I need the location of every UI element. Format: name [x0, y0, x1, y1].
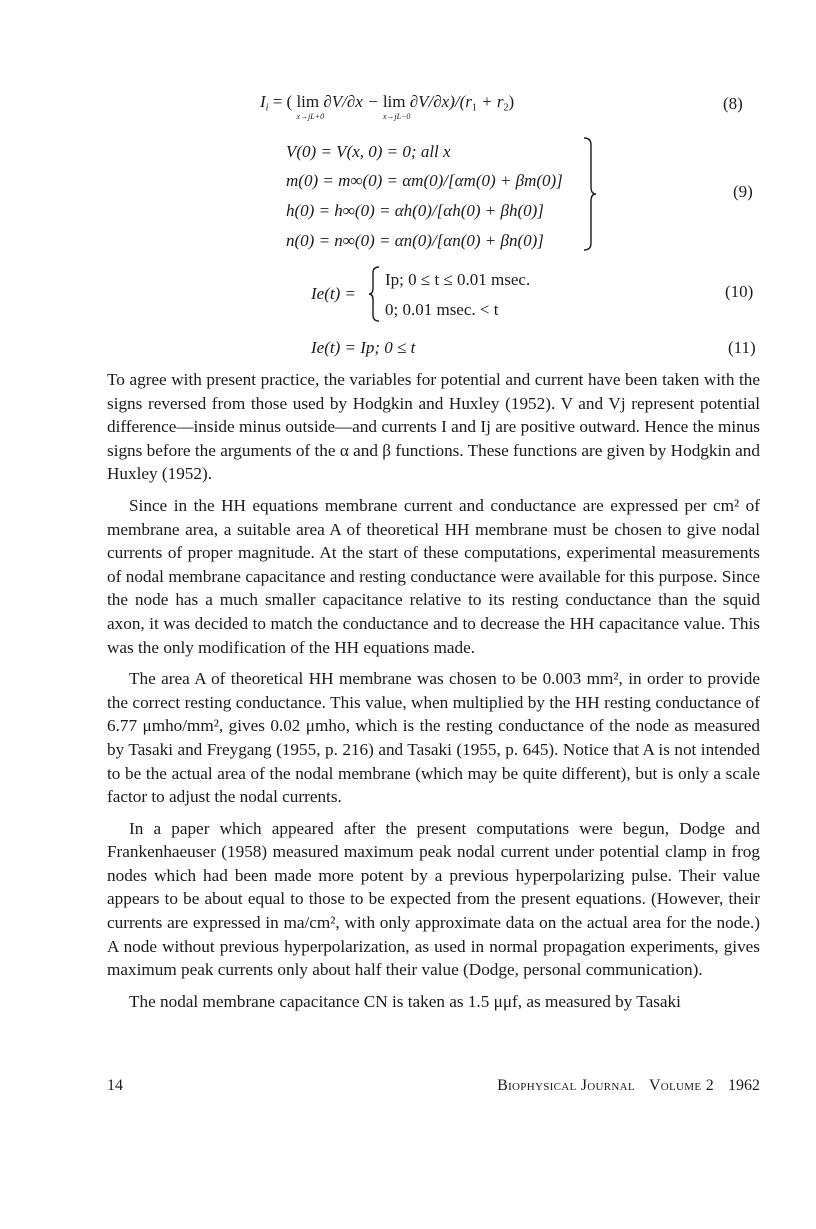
equation-9-line-2: m(0) = m∞(0) = αm(0)/[αm(0) + βm(0)]	[286, 171, 563, 190]
eq8-open: = (	[272, 92, 293, 111]
equation-10-case-2: 0; 0.01 msec. < t	[385, 300, 499, 319]
equation-10-case-1: Ip; 0 ≤ t ≤ 0.01 msec.	[385, 270, 531, 289]
limit-subscript: x→jL−0	[382, 112, 411, 121]
equation-9-line-4: n(0) = n∞(0) = αn(0)/[αn(0) + βn(0)]	[286, 231, 544, 250]
running-footer	[497, 1077, 760, 1095]
eq8-plus: + r	[476, 92, 504, 111]
equation-8	[260, 92, 515, 121]
journal-year: 1962	[728, 1077, 760, 1094]
paragraph: The area A of theoretical HH membrane was chosen to be 0.003 mm², in order to provide the correct resting conductance. This value, when multiplied by the HH resting conductance of 6.77 μmho/mm², gives 0.02 μmho, which is the resting conductance of the node as measured by Tasaki and Freygang (1955, p. 216) and Tasaki (1955, p. 645). Notice that A is not intended to be the actual area of the nodal membrane (which may be quite different), but is only a scale factor to adjust the nodal currents.	[107, 669, 760, 807]
equation-11: Ie(t) = Ip; 0 ≤ t	[311, 338, 416, 357]
limit-word: lim	[382, 92, 406, 111]
eq8-lhs-subscript: i	[265, 102, 269, 114]
eq8-close: )	[508, 92, 515, 111]
equation-9-number: (9)	[733, 182, 753, 201]
limit-subscript: x→jL+0	[296, 112, 325, 121]
eq8-limit-2	[382, 92, 411, 121]
equation-11-number: (11)	[728, 338, 756, 357]
journal-name: Biophysical Journal	[497, 1077, 635, 1094]
paragraph: To agree with present practice, the variables for potential and current have been taken with the signs reversed from those used by Hodgkin and Huxley (1952). V and Vj represent potential difference—inside minus outside—and currents I and Ij are positive outward. Hence the minus signs before the arguments of the α and β functions. These functions are given by Hodgkin and Huxley (1952).	[107, 370, 760, 484]
right-brace-icon	[583, 137, 597, 251]
page-number: 14	[107, 1077, 123, 1094]
eq8-lhs: I	[260, 92, 266, 111]
paragraph: In a paper which appeared after the present computations were begun, Dodge and Frankenhaeuser (1958) measured maximum peak nodal current under potential clamp in frog nodes which had been made more potent by a previous hyperpolarizing pulse. Their value appears to be about equal to those to be expected from the present equations. (However, their currents are expressed in ma/cm², with only approximate data on the actual area for the node.) A node without previous hyperpolarization, as used in normal propagation experiments, gives maximum peak currents only about half their value (Dodge, personal communication).	[107, 818, 760, 980]
equation-10-lhs: Ie(t) =	[311, 284, 356, 303]
equation-8-number: (8)	[723, 94, 743, 113]
paragraph: The nodal membrane capacitance CN is taken as 1.5 μμf, as measured by Tasaki	[129, 991, 681, 1011]
eq8-expr-2: ∂V/∂x)/(r	[409, 92, 472, 111]
left-brace-icon	[368, 266, 380, 322]
equation-9-line-3: h(0) = h∞(0) = αh(0)/[αh(0) + βh(0)]	[286, 201, 544, 220]
limit-word: lim	[296, 92, 320, 111]
eq8-r2-subscript: 2	[503, 102, 509, 114]
paragraph: Since in the HH equations membrane current and conductance are expressed per cm² of membrane area, a suitable area A of theoretical HH membrane must be chosen to give nodal currents of proper magnitude. At the start of these computations, experimental measurements of nodal membrane capacitance and resting conductance were available for this purpose. Since the node has a much smaller capacitance relative to its resting conductance than the squid axon, it was decided to match the conductance and to decrease the HH capacitance value. This was the only modification of the HH equations made.	[107, 495, 760, 657]
body-text	[107, 368, 760, 1013]
eq8-r1-subscript: 1	[471, 102, 477, 114]
eq8-limit-1	[296, 92, 325, 121]
equation-9-line-1: V(0) = V(x, 0) = 0; all x	[286, 142, 451, 161]
eq8-expr-1: ∂V/∂x −	[323, 92, 379, 111]
journal-volume: Volume 2	[648, 1077, 714, 1094]
equation-10-number: (10)	[725, 282, 754, 301]
